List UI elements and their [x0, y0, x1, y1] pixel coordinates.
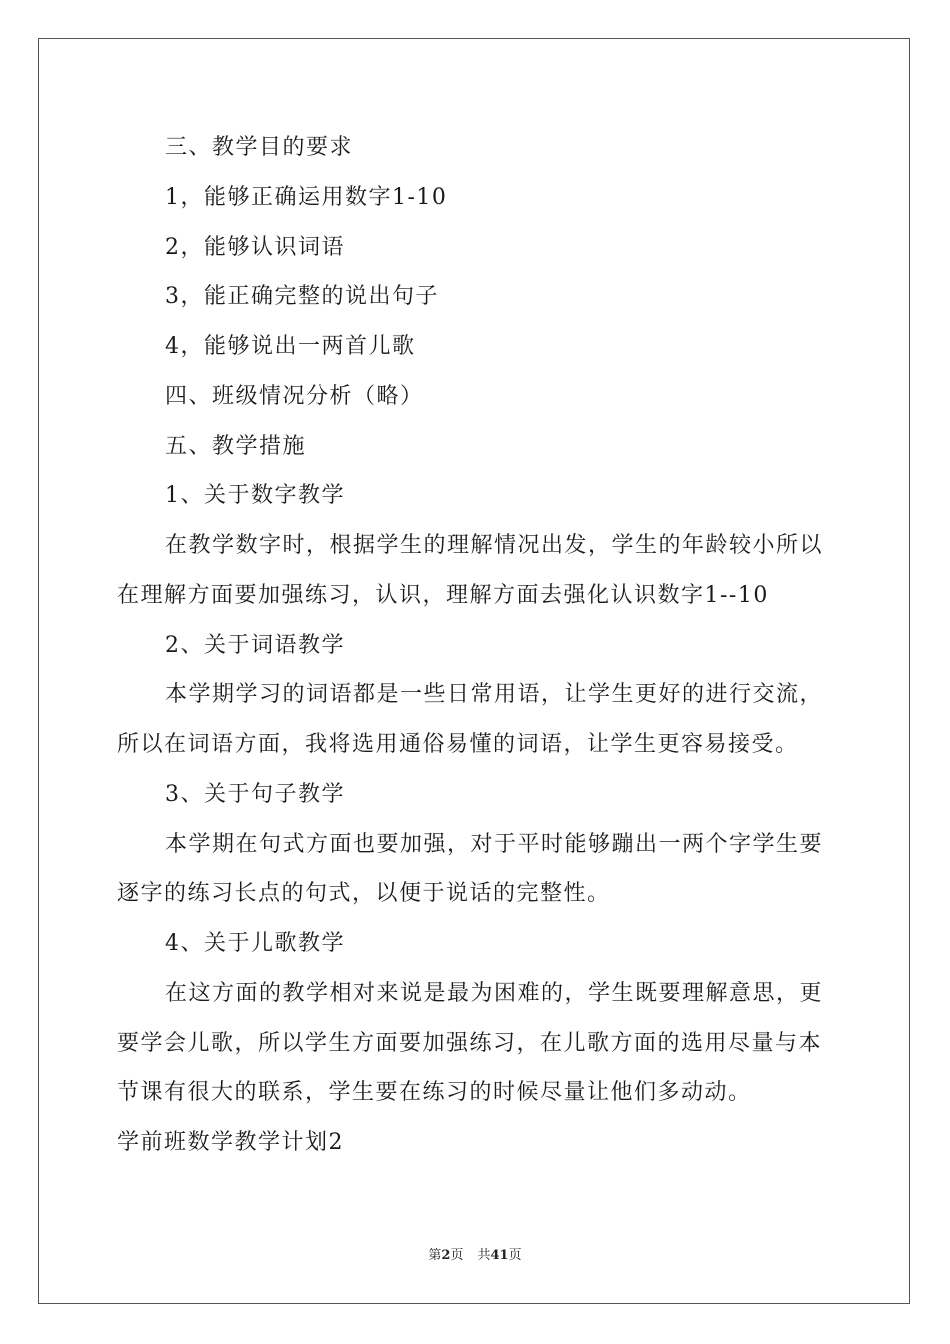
text-line: 2，能够认识词语	[165, 234, 345, 260]
text-line: 四、班级情况分析（略）	[165, 383, 424, 409]
text-line: 在教学数字时，根据学生的理解情况出发，学生的年龄较小所以	[165, 533, 824, 558]
text-line: 学前班数学教学计划2	[117, 1130, 344, 1155]
text-line: 所以在词语方面，我将选用通俗易懂的词语，让学生更容易接受。	[117, 732, 799, 757]
footer-total-prefix: 共	[477, 1248, 491, 1263]
text-line: 三、教学目的要求	[165, 135, 354, 160]
text-line: 1、关于数字教学	[165, 483, 345, 509]
text-line: 要学会儿歌，所以学生方面要加强练习，在儿歌方面的选用尽量与本	[117, 1030, 823, 1056]
footer-page-unit: 页	[450, 1248, 464, 1263]
page-footer	[0, 1247, 950, 1265]
text-line: 4，能够说出一两首儿歌	[165, 334, 416, 359]
footer-page-total: 41	[490, 1248, 509, 1263]
text-line: 1，能够正确运用数字1-10	[165, 184, 448, 210]
text-line: 在理解方面要加强练习，认识，理解方面去强化认识数字1--10	[117, 582, 769, 608]
text-line: 节课有很大的联系，学生要在练习的时候尽量让他们多动动。	[117, 1080, 752, 1106]
text-line: 3，能正确完整的说出句子	[165, 284, 439, 310]
text-line: 本学期学习的词语都是一些日常用语，让学生更好的进行交流，	[165, 682, 824, 708]
page-frame	[38, 38, 910, 1304]
footer-total-unit: 页	[508, 1248, 522, 1263]
text-line: 逐字的练习长点的句式，以便于说话的完整性。	[117, 881, 611, 907]
text-line: 4、关于儿歌教学	[165, 931, 345, 956]
text-line: 五、教学措施	[165, 433, 307, 459]
footer-page-prefix: 第	[428, 1248, 442, 1263]
text-line: 本学期在句式方面也要加强，对于平时能够蹦出一两个字学生要	[165, 831, 824, 857]
text-line: 在这方面的教学相对来说是最为困难的，学生既要理解意思，更	[165, 980, 824, 1006]
text-line: 3、关于句子教学	[165, 781, 345, 807]
text-line: 2、关于词语教学	[165, 632, 345, 658]
footer-page-current: 2	[441, 1248, 451, 1263]
